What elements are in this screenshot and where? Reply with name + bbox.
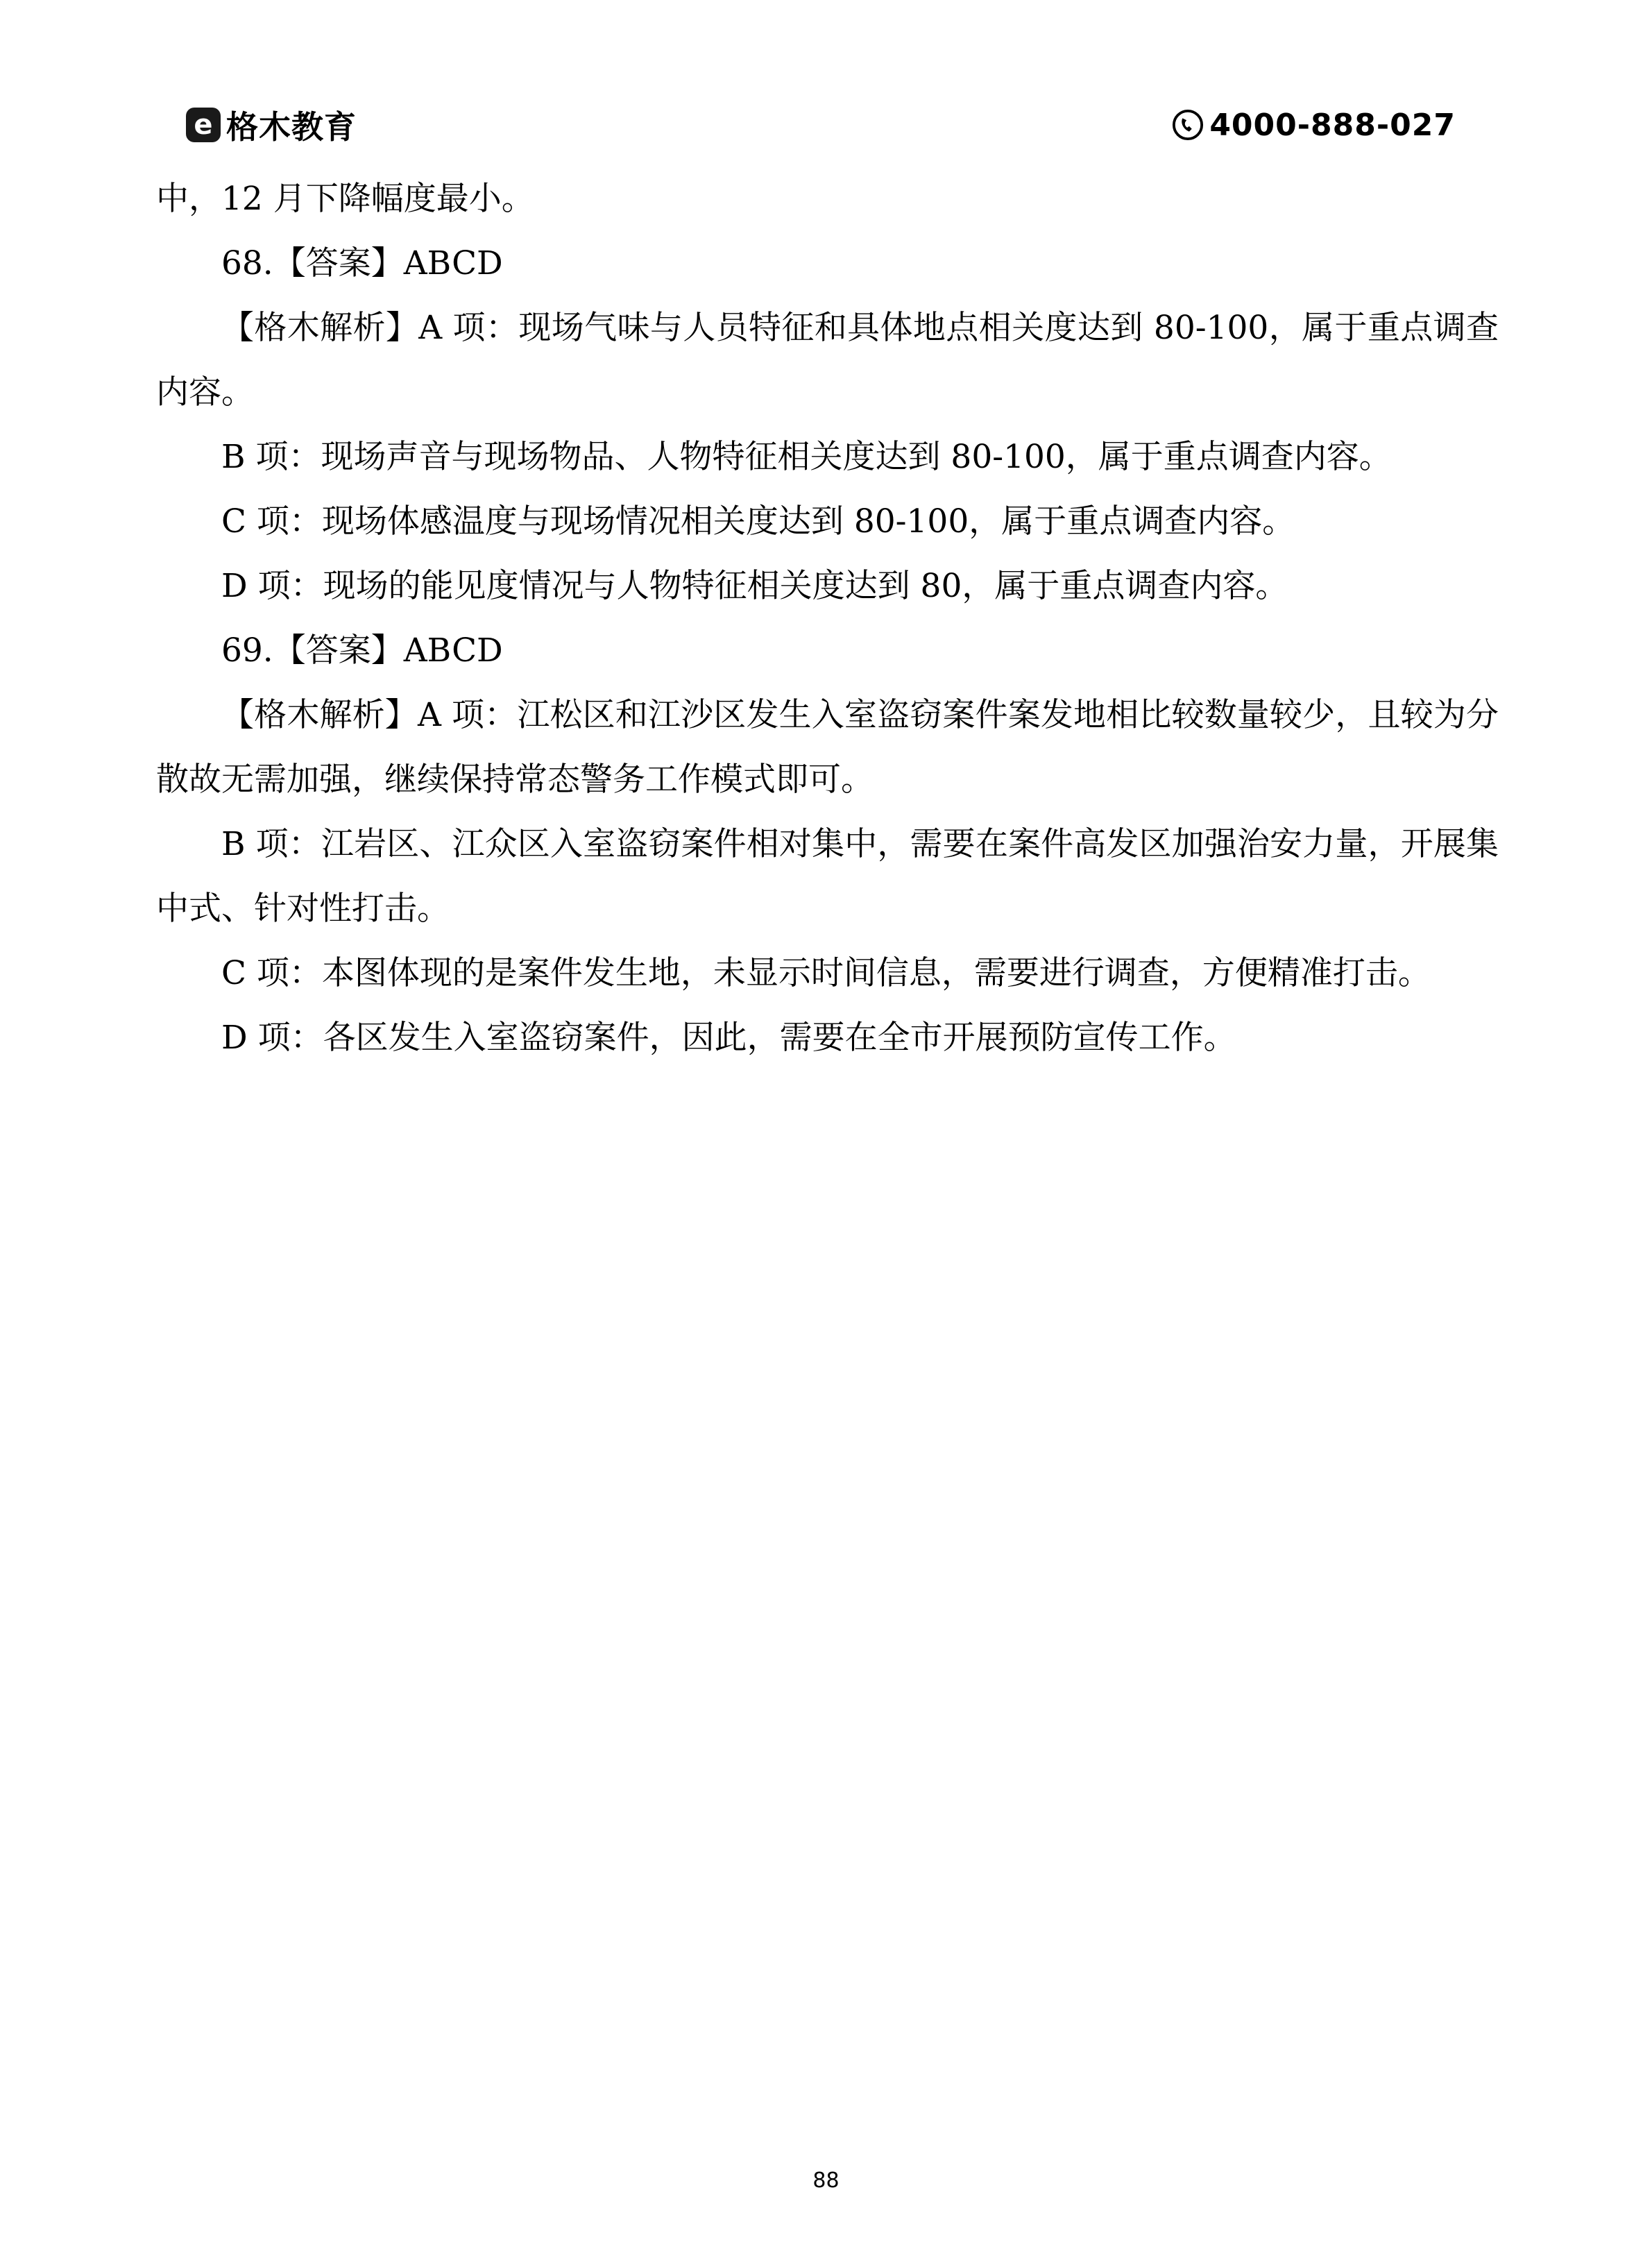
document-body (156, 167, 1499, 1070)
answer-heading: 69.【答案】ABCD (221, 631, 503, 670)
paragraph: B 项：江岩区、江众区入室盗窃案件相对集中，需要在案件高发区加强治安力量，开展集中式、针对性打击。 (156, 825, 1499, 928)
brand (186, 104, 357, 146)
paragraph: 【格木解析】A 项：现场气味与人员特征和具体地点相关度达到 80-100，属于重点调查内容。 (156, 309, 1499, 411)
paragraph: D 项：各区发生入室盗窃案件，因此，需要在全市开展预防宣传工作。 (221, 1019, 1236, 1057)
paragraph: C 项：本图体现的是案件发生地，未显示时间信息，需要进行调查，方便精准打击。 (221, 954, 1431, 992)
brand-name: 格木教育 (226, 108, 357, 146)
paragraph: 中，12 月下降幅度最小。 (156, 180, 534, 218)
brand-logo-icon: e (186, 108, 221, 142)
paragraph: B 项：现场声音与现场物品、人物特征相关度达到 80-100，属于重点调查内容。 (221, 438, 1392, 476)
page-number: 88 (812, 2168, 840, 2193)
paragraph: D 项：现场的能见度情况与人物特征相关度达到 80，属于重点调查内容。 (221, 567, 1288, 605)
phone-icon (1172, 109, 1204, 141)
page-header (186, 104, 1456, 153)
paragraph: C 项：现场体感温度与现场情况相关度达到 80-100，属于重点调查内容。 (221, 502, 1295, 541)
answer-heading: 68.【答案】ABCD (221, 244, 503, 282)
phone-number: 4000-888-027 (1209, 107, 1456, 143)
phone-contact (1172, 104, 1456, 146)
paragraph: 【格木解析】A 项：江松区和江沙区发生入室盗窃案件案发地相比较数量较少，且较为分散故无需加强，继续保持常态警务工作模式即可。 (156, 696, 1499, 799)
